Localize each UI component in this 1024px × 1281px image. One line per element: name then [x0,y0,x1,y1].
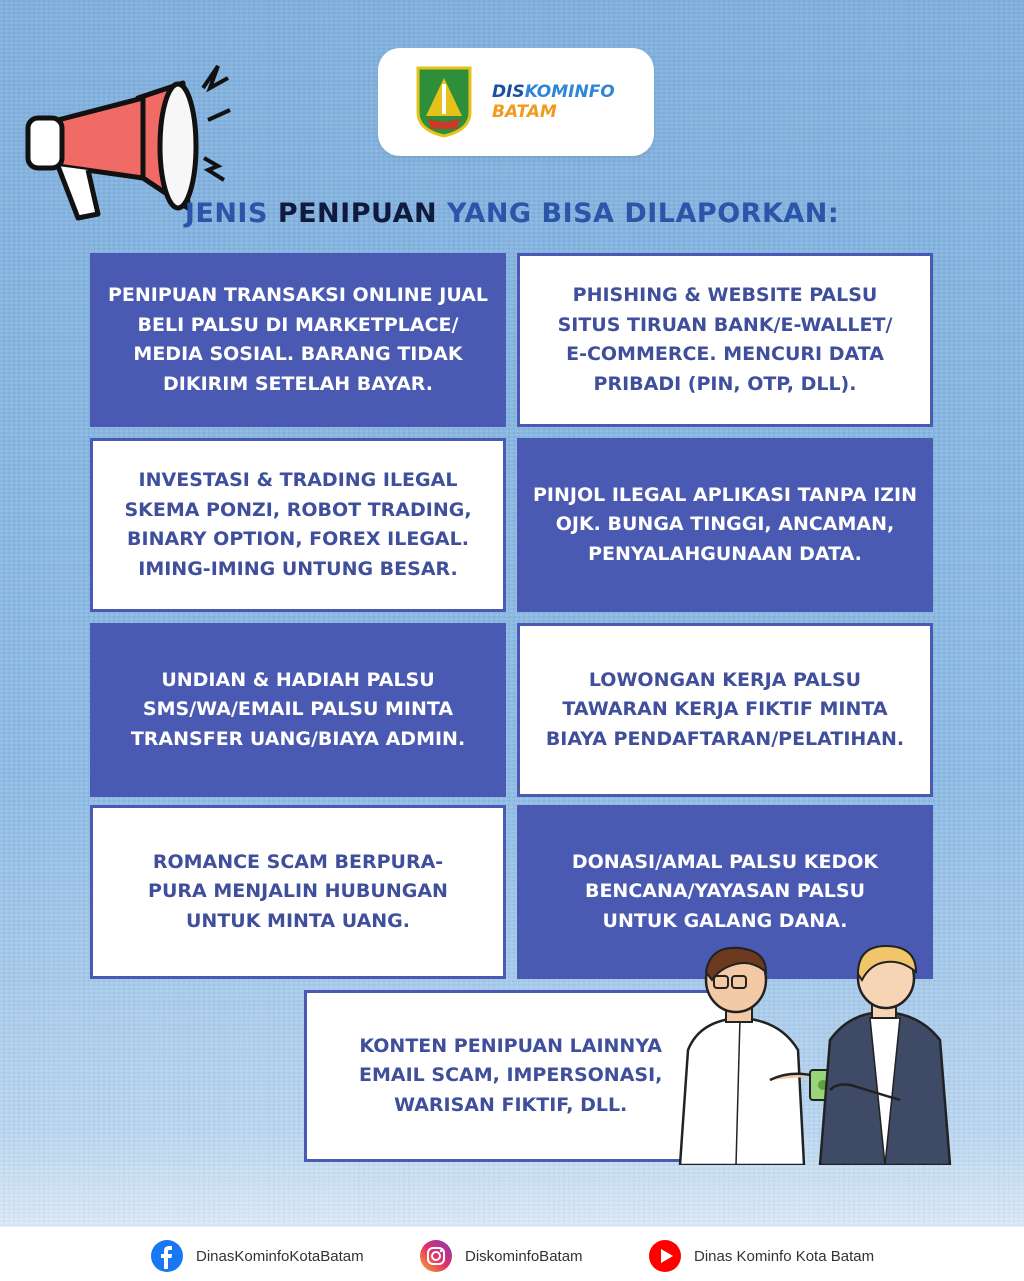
card-text: PHISHING & WEBSITE PALSU SITUS TIRUAN BANK/E-WALLET/ E-COMMERCE. MENCURI DATA PRIBADI (PIN, OTP, DLL). [557,284,893,395]
card-text: KONTEN PENIPUAN LAINNYA EMAIL SCAM, IMPERSONASI, WARISAN FIKTIF, DLL. [359,1034,663,1116]
instagram-link[interactable] [419,1239,583,1273]
youtube-link[interactable] [648,1239,874,1273]
people-illustration [670,940,960,1165]
facebook-link[interactable] [150,1239,364,1273]
card-lowongan [517,623,933,797]
card-text: PENIPUAN TRANSAKSI ONLINE JUAL BELI PALSU DI MARKETPLACE/ MEDIA SOSIAL. BARANG TIDAK DIKIRIM SETELAH BAYAR. [108,284,488,395]
title-part-2: PENIPUAN [277,198,438,229]
card-undian [90,623,506,797]
title-part-3: YANG BISA DILAPORKAN: [437,198,840,229]
card-phishing [517,253,933,427]
card-investasi [90,438,506,612]
card-text: UNDIAN & HADIAH PALSU SMS/WA/EMAIL PALSU MINTA TRANSFER UANG/BIAYA ADMIN. [130,668,466,750]
title-part-1: JENIS [184,198,278,229]
brand-name [492,82,615,122]
brand-kominfo: KOMINFO [524,82,615,102]
card-text: ROMANCE SCAM BERPURA- PURA MENJALIN HUBUNGAN UNTUK MINTA UANG. [148,850,448,932]
footer [0,1226,1024,1281]
batam-emblem-icon [416,66,472,138]
card-transaksi-online [90,253,506,427]
card-text: INVESTASI & TRADING ILEGAL SKEMA PONZI, ROBOT TRADING, BINARY OPTION, FOREX ILEGAL. IMING-IMING UNTUNG BESAR. [124,469,472,580]
card-pinjol [517,438,933,612]
facebook-label: DinasKominfoKotaBatam [196,1247,364,1265]
card-romance-scam [90,805,506,979]
brand-dis: DIS [492,82,525,102]
page-title [0,198,1024,229]
card-text: LOWONGAN KERJA PALSU TAWARAN KERJA FIKTIF MINTA BIAYA PENDAFTARAN/PELATIHAN. [545,668,905,750]
logo-card [378,48,654,156]
card-text: PINJOL ILEGAL APLIKASI TANPA IZIN OJK. BUNGA TINGGI, ANCAMAN, PENYALAHGUNAAN DATA. [532,483,918,565]
youtube-icon [648,1239,682,1273]
youtube-label: Dinas Kominfo Kota Batam [694,1247,875,1265]
facebook-icon [150,1239,184,1273]
instagram-icon [419,1239,453,1273]
card-text: DONASI/AMAL PALSU KEDOK BENCANA/YAYASAN PALSU UNTUK GALANG DANA. [571,850,879,932]
instagram-label: DiskominfoBatam [465,1247,583,1265]
brand-batam: BATAM [492,102,557,122]
